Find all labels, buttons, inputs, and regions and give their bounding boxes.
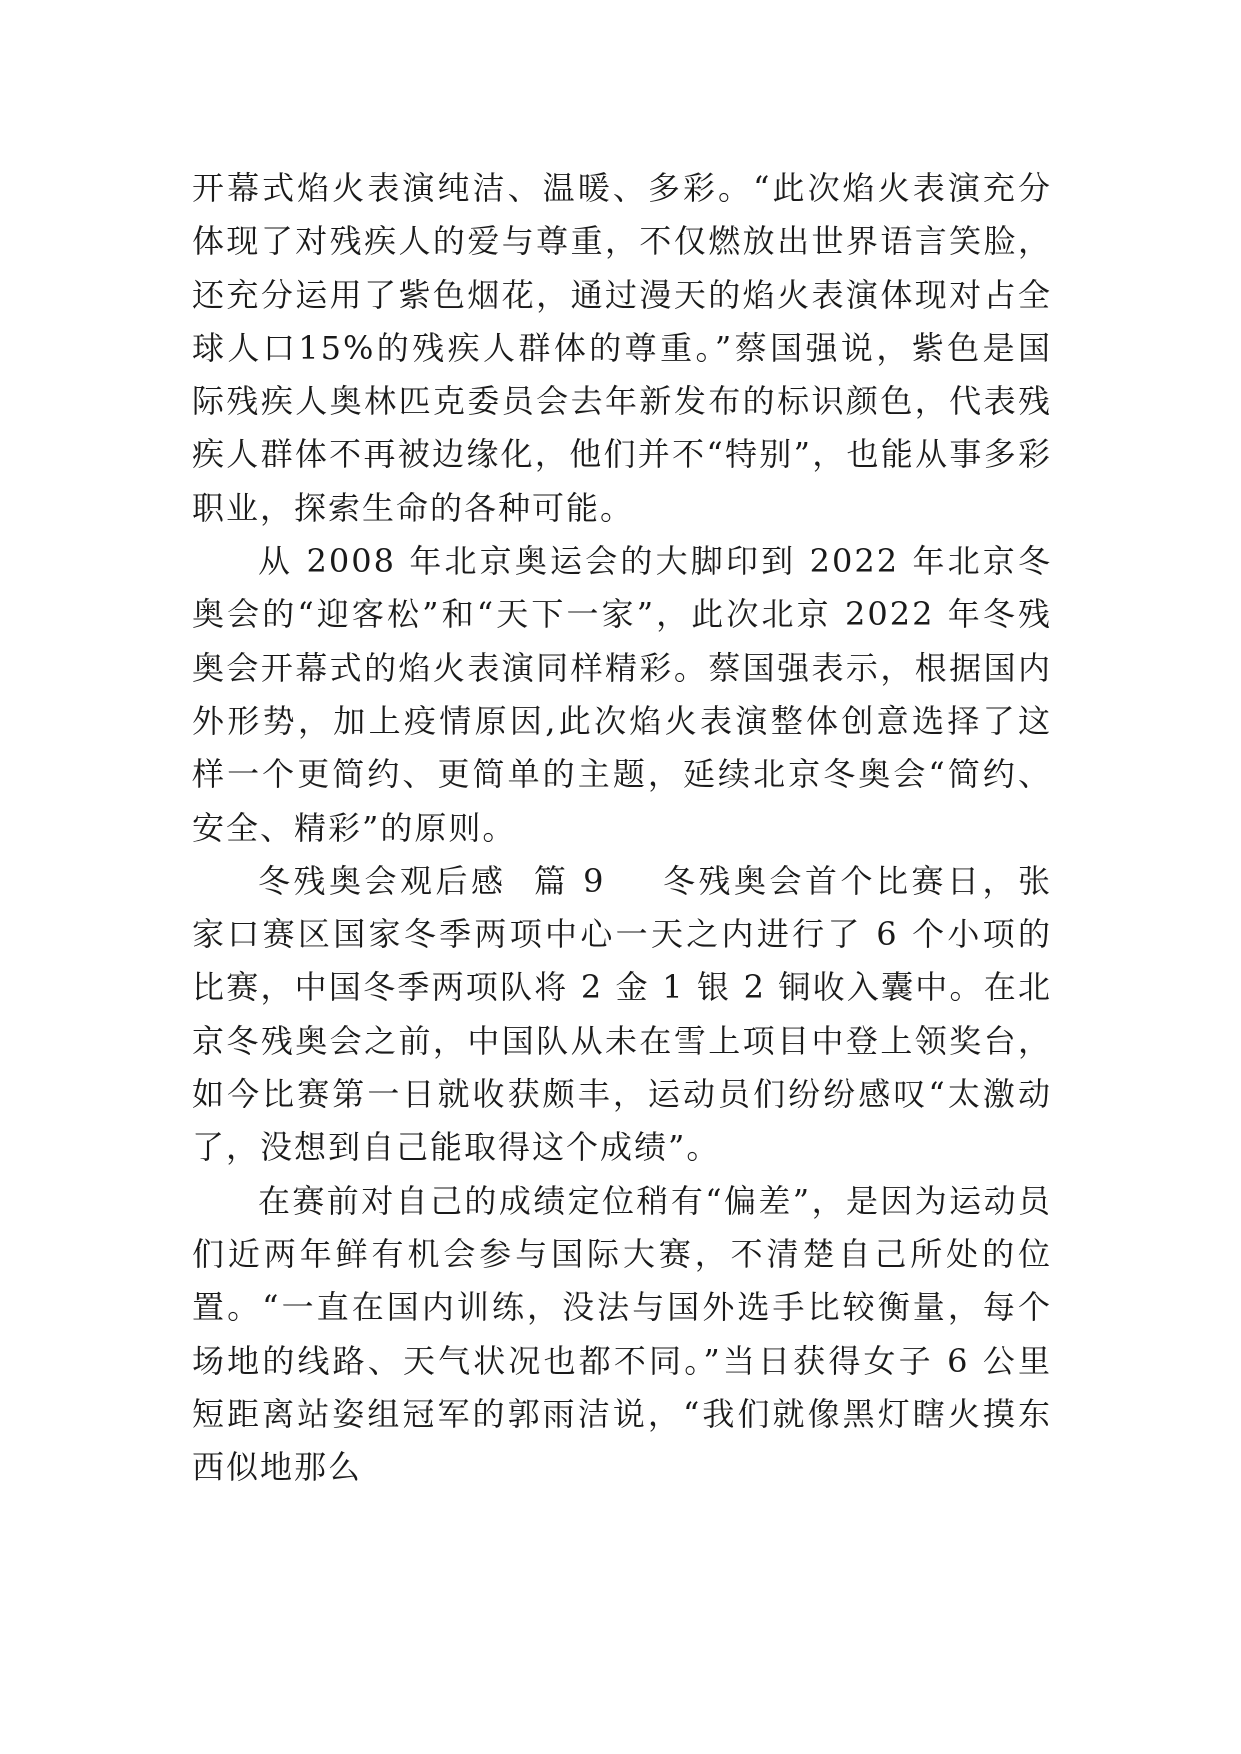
document-body [192,162,1052,1494]
section-body-text: 冬残奥会首个比赛日，张家口赛区国家冬季两项中心一天之内进行了 6 个小项的比赛，中国冬季两项队将 2 金 1 银 2 铜收入囊中。在北京冬残奥会之前，中国队从未在雪上项目中登上领奖台，如今比赛第一日就收获颇丰，运动员们纷纷感叹“太激动了，没想到自己能取得这个成绩”。 [192,861,1052,1167]
paragraph-fireworks-description: 开幕式焰火表演纯洁、温暖、多彩。“此次焰火表演充分体现了对残疾人的爱与尊重，不仅燃放出世界语言笑脸，还充分运用了紫色烟花，通过漫天的焰火表演体现对占全球人口15%的残疾人群体的尊重。”蔡国强说，紫色是国际残疾人奥林匹克委员会去年新发布的标识颜色，代表残疾人群体不再被边缘化，他们并不“特别”，也能从事多彩职业，探索生命的各种可能。 [192,169,1052,527]
paragraph-athlete-quote: 在赛前对自己的成绩定位稍有“偏差”，是因为运动员们近两年鲜有机会参与国际大赛，不清楚自己所处的位置。“一直在国内训练，没法与国外选手比较衡量，每个场地的线路、天气状况也都不同。”当日获得女子 6 公里短距离站姿组冠军的郭雨洁说，“我们就像黑灯瞎火摸东西似地那么 [192,1181,1052,1487]
paragraph-section-9 [192,855,1052,1175]
section-heading: 冬残奥会观后感 篇 9 [258,861,606,900]
paragraph-fireworks-history: 从 2008 年北京奥运会的大脚印到 2022 年北京冬奥会的“迎客松”和“天下一家”，此次北京 2022 年冬残奥会开幕式的焰火表演同样精彩。蔡国强表示，根据国内外形势，加上疫情原因,此次焰火表演整体创意选择了这样一个更简约、更简单的主题，延续北京冬奥会“简约、安全、精彩”的原则。 [192,542,1052,847]
